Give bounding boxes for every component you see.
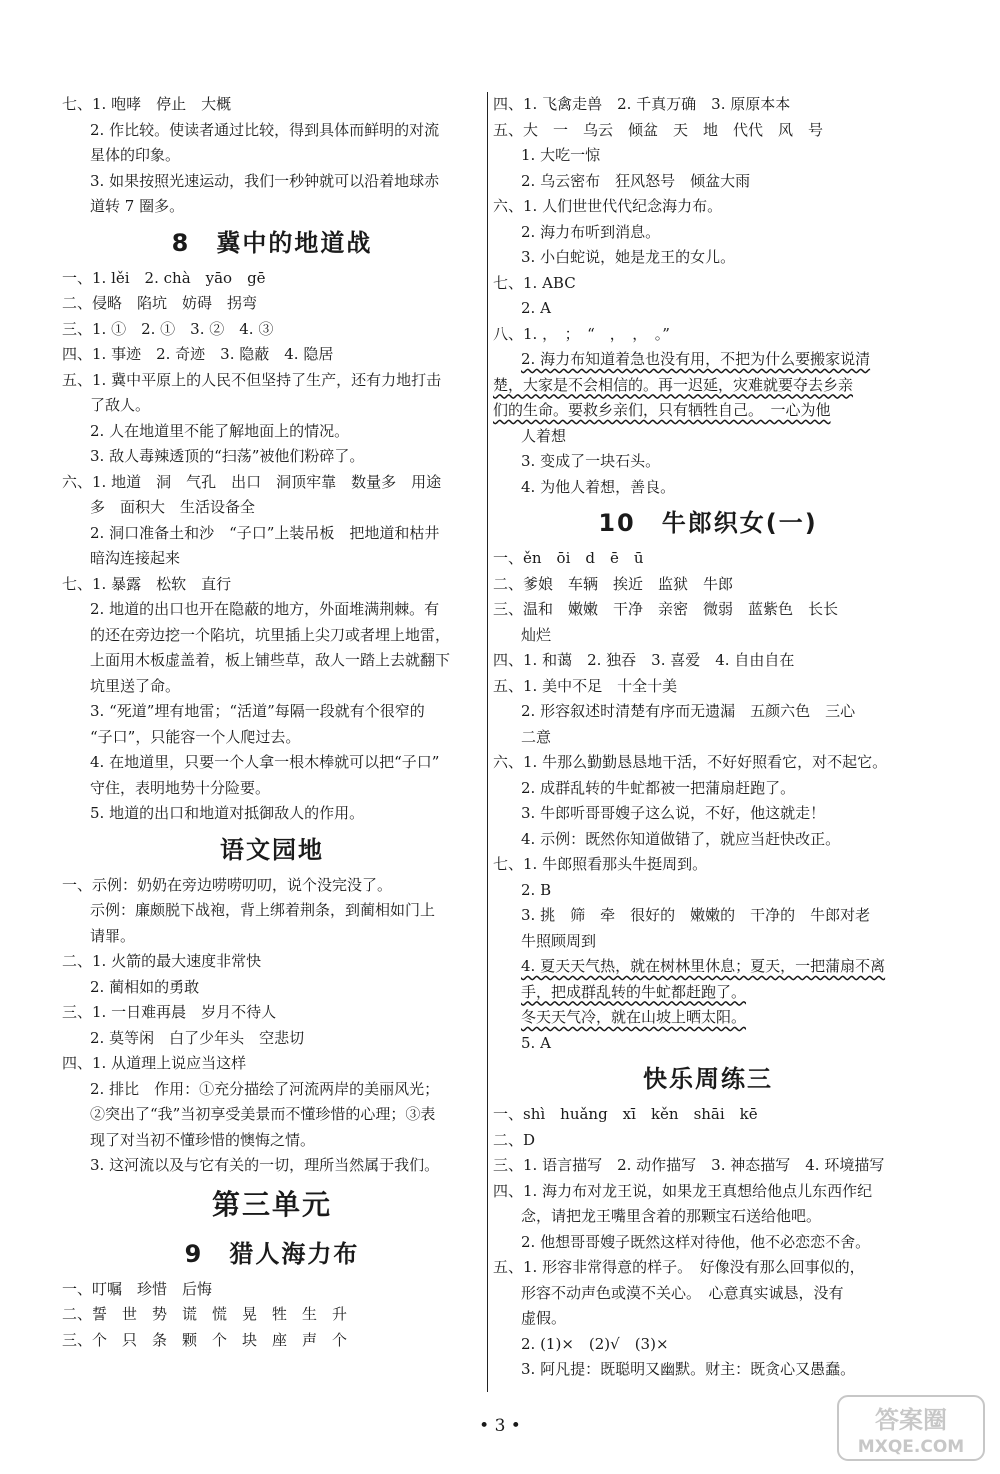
answer-line: 形容不动声色或漠不关心。 心意真实诚恳，没有	[521, 1283, 844, 1302]
answer-line: 2. 蔺相如的勇敢	[90, 977, 200, 996]
answer-line: 四、1. 海力布对龙王说，如果龙王真想给他点儿东西作纪	[493, 1181, 873, 1200]
column-divider	[487, 92, 488, 1392]
answer-line: 三、个 只 条 颗 个 块 座 声 个	[62, 1330, 348, 1349]
answer-line: 四、1. 飞禽走兽 2. 千真万确 3. 原原本本	[493, 95, 791, 113]
answer-line: 3. 这河流以及与它有关的一切，理所当然属于我们。	[90, 1156, 440, 1174]
answer-line: 二、1. 火箭的最大速度非常快	[62, 952, 262, 970]
answer-line: 示例：廉颇脱下战袍，背上绑着荆条，到蔺相如门上	[90, 901, 436, 919]
answer-line: 四、1. 从道理上说应当这样	[62, 1054, 247, 1072]
answer-line: 请罪。	[90, 926, 136, 945]
answer-line: 上面用木板虚盖着，板上铺些草，敌人一踏上去就翻下	[90, 651, 451, 669]
answer-line: 七、1. 牛郎照看那头牛挺周到。	[493, 855, 708, 873]
answer-line: 道转 7 圈多。	[90, 197, 185, 215]
answer-line: 暗沟连接起来	[90, 549, 181, 567]
answer-line: 了敌人。	[90, 396, 151, 414]
answer-line: 七、1. ABC	[493, 273, 576, 292]
answer-line: 五、1. 形容非常得意的样子。 好像没有那么回事似的，	[493, 1258, 865, 1276]
answer-line: 现了对当初不懂珍惜的懊悔之情。	[90, 1130, 316, 1149]
section-heading: 语文园地	[220, 835, 324, 864]
answer-line: 2. 作比较。使读者通过比较，得到具体而鲜明的对流	[90, 120, 440, 139]
answer-line: 3. “死道”埋有地雷；“活道”每隔一段就有个很窄的	[90, 702, 425, 720]
right-column	[493, 92, 923, 1383]
answer-line: 们的生命。要救乡亲们，只有牺牲自己。 一心为他	[493, 401, 831, 419]
answer-line: 2. 海力布知道着急也没有用，不把为什么要搬家说清	[521, 350, 871, 368]
answer-line: 2. 排比 作用：①充分描绘了河流两岸的美丽风光；	[90, 1079, 440, 1098]
answer-line: 1. 大吃一惊	[521, 146, 601, 164]
answer-line: 2. B	[521, 880, 552, 899]
answer-line: 牛照顾周到	[521, 931, 597, 950]
answer-line: 二、誓 世 势 谎 慌 晃 牲 生 升	[62, 1305, 348, 1323]
answer-line: 3. 挑 筛 牵 很好的 嫩嫩的 干净的 牛郎对老	[521, 906, 871, 924]
answer-line: 二意	[521, 727, 552, 746]
answer-line: 2. 他想哥哥嫂子既然这样对待他，他不必恋恋不舍。	[521, 1232, 871, 1251]
answer-line: 2. 地道的出口也开在隐蔽的地方，外面堆满荆棘。有	[90, 600, 440, 618]
answer-line: 六、1. 牛那么勤勤恳恳地干活，不好好照看它，对不起它。	[493, 753, 888, 771]
answer-line: 二、侵略 陷坑 妨碍 拐弯	[62, 294, 258, 312]
answer-line: 四、1. 事迹 2. 奇迹 3. 隐蔽 4. 隐居	[62, 345, 334, 363]
answer-line: 一、叮嘱 珍惜 后悔	[62, 1279, 213, 1298]
watermark-title: 答案圈	[875, 1406, 947, 1434]
answer-line: 一、ěn ōi d ē ū	[493, 549, 644, 567]
answer-line: 多 面积大 生活设备全	[90, 498, 256, 516]
section-heading: 快乐周练三	[643, 1065, 773, 1093]
answer-line: 七、1. 咆哮 停止 大概	[62, 95, 232, 113]
answer-line: 人着想	[521, 426, 567, 445]
watermark-logo	[836, 1394, 986, 1462]
answer-line: 3. 牛郎听哥哥嫂子这么说，不好，他这就走！	[521, 804, 826, 822]
answer-line: 虚假。	[521, 1309, 567, 1327]
answer-line: 2. 海力布听到消息。	[521, 222, 661, 241]
answer-line: 五、大 一 乌云 倾盆 天 地 代代 风 号	[493, 120, 824, 139]
answer-line: 2. 乌云密布 狂风怒号 倾盆大雨	[521, 171, 751, 190]
answer-line: 坑里送了命。	[90, 676, 181, 695]
answer-line: 三、1. 一日难再晨 岁月不待人	[62, 1003, 277, 1021]
answer-line: 三、温和 嫩嫩 干净 亲密 微弱 蓝紫色 长长	[493, 600, 839, 618]
answer-line: 七、1. 暴露 松软 直行	[62, 574, 232, 593]
answer-line: 八、1. ， ； “ ， ， 。”	[493, 324, 670, 343]
answer-line: 灿烂	[521, 625, 552, 644]
section-heading: 第三单元	[211, 1187, 332, 1221]
section-heading: 9 猎人海力布	[184, 1239, 360, 1268]
answer-line: 3. 小白蛇说，她是龙王的女儿。	[521, 248, 736, 266]
answer-line: 二、D	[493, 1130, 536, 1149]
answer-line: 二、爹娘 车辆 挨近 监狱 牛郎	[493, 574, 734, 593]
answer-line: 2. 人在地道里不能了解地面上的情况。	[90, 421, 350, 440]
answer-line: 三、1. 语言描写 2. 动作描写 3. 神态描写 4. 环境描写	[493, 1156, 885, 1174]
answer-line: 冬天天气冷，就在山坡上晒太阳。	[521, 1008, 747, 1026]
answer-line: 六、1. 人们世世代代纪念海力布。	[493, 197, 723, 215]
answer-line: 一、1. lěi 2. chà yāo gē	[62, 268, 266, 287]
answer-line: 2. 莫等闲 白了少年头 空悲切	[90, 1028, 305, 1047]
page-number: • 3 •	[479, 1416, 521, 1436]
answer-line: 4. 在地道里，只要一个人拿一根木棒就可以把“子口”	[90, 753, 440, 771]
answer-line: 2. (1)× (2)√ (3)×	[521, 1334, 669, 1353]
answer-line: 楚，大家是不会相信的。再一迟延，灾难就要夺去乡亲	[493, 375, 854, 394]
answer-line: 四、1. 和蔼 2. 独吞 3. 喜爱 4. 自由自在	[493, 651, 795, 669]
answer-line: 的还在旁边挖一个陷坑，坑里插上尖刀或者埋上地雷，	[90, 625, 451, 644]
answer-line: 3. 敌人毒辣透顶的“扫荡”被他们粉碎了。	[90, 447, 365, 465]
answer-line: 星体的印象。	[90, 146, 181, 164]
answer-line: 守住，表明地势十分险要。	[90, 778, 271, 797]
answer-line: 五、1. 美中不足 十全十美	[493, 676, 678, 695]
section-heading: 8 冀中的地道战	[171, 228, 373, 257]
answer-line: 六、1. 地道 洞 气孔 出口 洞顶牢靠 数量多 用途	[62, 472, 442, 491]
answer-line: 5. 地道的出口和地道对抵御敌人的作用。	[90, 804, 365, 822]
section-heading: 10 牛郎织女(一)	[598, 509, 818, 537]
answer-line: 念，请把龙王嘴里含着的那颗宝石送给他吧。	[521, 1207, 822, 1225]
answer-line: 4. 夏天天气热，就在树林里休息；夏天，一把蒲扇不离	[521, 957, 886, 975]
answer-line: 2. 成群乱转的牛虻都被一把蒲扇赶跑了。	[521, 778, 796, 797]
answer-line: 一、shì huǎng xī kěn shāi kē	[493, 1105, 758, 1123]
answer-line: “子口”，只能容一个人爬过去。	[90, 727, 301, 746]
answer-line: 3. 变成了一块石头。	[521, 452, 661, 470]
answer-line: 5. A	[521, 1033, 551, 1052]
answer-line: 4. 为他人着想，善良。	[521, 477, 676, 496]
answer-line: 手，把成群乱转的牛虻都赶跑了。	[521, 982, 747, 1001]
left-column	[62, 92, 482, 1353]
answer-line: 2. 形容叙述时清楚有序而无遗漏 五颜六色 三心	[521, 702, 856, 720]
answer-line: 一、示例：奶奶在旁边唠唠叨叨，说个没完没了。	[62, 875, 393, 894]
watermark-url: MXQE.COM	[857, 1437, 965, 1457]
answer-line: 2. A	[521, 299, 551, 317]
answer-line: 3. 阿凡提：既聪明又幽默。财主：既贪心又愚蠢。	[521, 1360, 856, 1378]
answer-line: 2. 洞口准备土和沙 “子口”上装吊板 把地道和枯井	[90, 523, 440, 542]
answer-line: 三、1. ① 2. ① 3. ② 4. ③	[62, 319, 274, 338]
answer-line: 4. 示例：既然你知道做错了，就应当赶快改正。	[521, 829, 841, 848]
answer-line: 3. 如果按照光速运动，我们一秒钟就可以沿着地球赤	[90, 171, 440, 190]
answer-line: ②突出了“我”当初享受美景而不懂珍惜的心理；③表	[90, 1105, 436, 1123]
answer-line: 五、1. 冀中平原上的人民不但坚持了生产，还有力地打击	[62, 370, 442, 389]
